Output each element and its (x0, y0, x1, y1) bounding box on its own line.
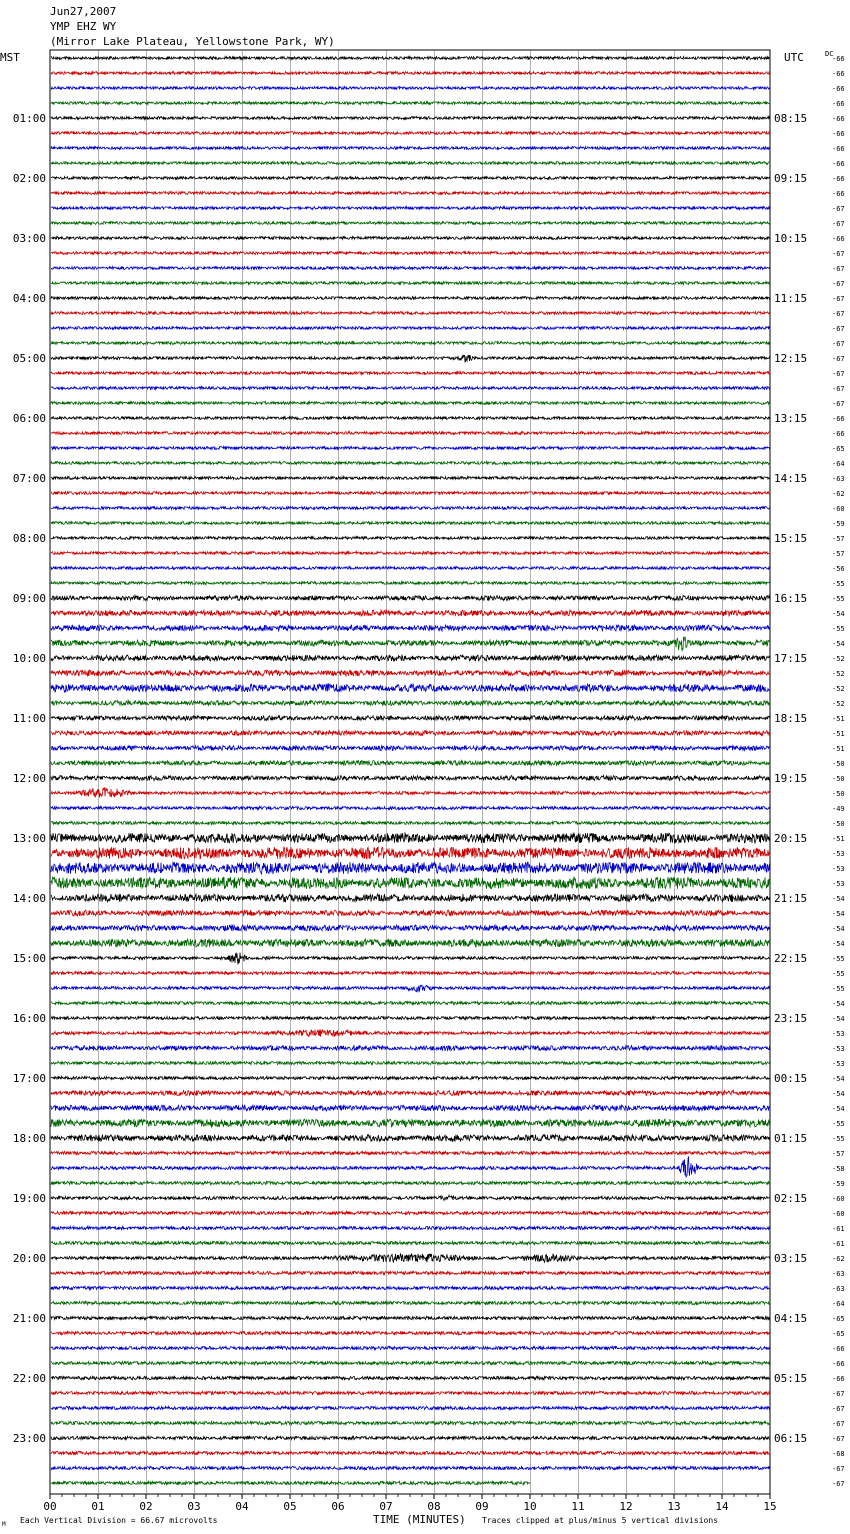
dc-offset-label: -67 (832, 250, 845, 258)
dc-offset-label: -66 (832, 100, 845, 108)
dc-offset-label: -67 (832, 1480, 845, 1488)
dc-offset-label: -54 (832, 1090, 845, 1098)
trace-row (51, 1226, 770, 1229)
trace-row (51, 132, 770, 135)
trace-row (51, 252, 770, 255)
trace-row (51, 953, 770, 965)
dc-offset-label: -57 (832, 1150, 845, 1158)
trace-row (51, 1211, 770, 1214)
trace-row (51, 1421, 770, 1424)
dc-offset-label: -59 (832, 520, 845, 528)
mst-hour-labels (13, 112, 46, 1445)
dc-offset-label: -53 (832, 880, 845, 888)
dc-offset-label: -54 (832, 640, 845, 648)
trace-group (51, 57, 770, 1485)
trace-row (51, 177, 770, 180)
dc-offset-label: -67 (832, 400, 845, 408)
dc-offset-label: -63 (832, 475, 845, 483)
dc-offset-label: -67 (832, 310, 845, 318)
dc-offset-label: -66 (832, 1360, 845, 1368)
dc-offset-label: -66 (832, 415, 845, 423)
trace-row (51, 1301, 770, 1304)
dc-offset-label: -67 (832, 295, 845, 303)
trace-row (51, 477, 770, 480)
dc-offset-label: -55 (832, 985, 845, 993)
dc-offset-label: -66 (832, 235, 845, 243)
footer (2, 1513, 718, 1528)
dc-offset-label: -63 (832, 1285, 845, 1293)
dc-offset-label: -51 (832, 730, 845, 738)
dc-offset-label: -66 (832, 130, 845, 138)
trace-row (51, 267, 770, 270)
trace-row (51, 1002, 770, 1005)
trace-row (51, 162, 770, 165)
trace-row (51, 1241, 770, 1244)
dc-offset-label: -55 (832, 625, 845, 633)
mst-hour-label: 10:00 (12, 652, 46, 665)
dc-offset-label: -66 (832, 1375, 845, 1383)
trace-row (51, 761, 770, 766)
trace-row (51, 417, 770, 420)
trace-row (51, 847, 770, 859)
utc-hour-label: 02:15 (774, 1192, 808, 1205)
mst-hour-label: 20:00 (12, 1252, 46, 1265)
x-tick-label: 09 (475, 1500, 489, 1513)
trace-row (51, 582, 770, 585)
dc-offset-labels (832, 55, 845, 1488)
trace-row (51, 192, 770, 195)
mst-hour-label: 01:00 (12, 112, 46, 125)
trace-row (51, 894, 770, 902)
trace-row (51, 1346, 770, 1349)
trace-row (51, 297, 770, 300)
dc-offset-label: -60 (832, 1210, 845, 1218)
utc-hour-label: 03:15 (774, 1252, 808, 1265)
mst-hour-label: 06:00 (12, 412, 46, 425)
trace-row (51, 492, 770, 495)
dc-offset-label: -54 (832, 1015, 845, 1023)
dc-offset-label: -66 (832, 190, 845, 198)
trace-row (51, 1466, 770, 1469)
x-tick-label: 08 (427, 1500, 441, 1513)
trace-row (51, 746, 770, 751)
mst-hour-label: 02:00 (12, 172, 46, 185)
clip-note: Traces clipped at plus/minus 5 vertical divisions (482, 1516, 719, 1525)
utc-hour-label: 16:15 (774, 592, 808, 605)
utc-hour-label: 10:15 (774, 232, 808, 245)
x-tick-label: 00 (43, 1500, 57, 1513)
station-label: YMP EHZ WY (50, 20, 117, 33)
dc-offset-label: -64 (832, 1300, 845, 1308)
dc-offset-label: -61 (832, 1225, 845, 1233)
dc-offset-label: -66 (832, 175, 845, 183)
x-tick-label: 15 (763, 1500, 777, 1513)
dc-offset-label: -67 (832, 340, 845, 348)
trace-row (51, 355, 770, 362)
dc-offset-label: -67 (832, 1420, 845, 1428)
utc-hour-label: 22:15 (774, 952, 808, 965)
x-tick-label: 06 (331, 1500, 345, 1513)
utc-hour-label: 12:15 (774, 352, 808, 365)
dc-offset-label: -67 (832, 1390, 845, 1398)
trace-row (51, 1253, 770, 1262)
mst-hour-label: 04:00 (12, 292, 46, 305)
date-label: Jun27,2007 (50, 5, 117, 18)
dc-offset-label: -67 (832, 265, 845, 273)
trace-row (51, 402, 770, 405)
x-tick-label: 12 (619, 1500, 633, 1513)
trace-row (51, 1091, 770, 1096)
trace-row (51, 1105, 770, 1111)
utc-hour-label: 21:15 (774, 892, 808, 905)
trace-row (51, 701, 770, 706)
trace-row (51, 637, 770, 651)
trace-row (51, 1181, 770, 1184)
trace-row (51, 1151, 770, 1154)
dc-offset-label: -51 (832, 715, 845, 723)
trace-row (51, 716, 770, 721)
utc-hour-label: 20:15 (774, 832, 808, 845)
dc-offset-label: -54 (832, 1000, 845, 1008)
trace-row (51, 1436, 770, 1439)
dc-offset-label: -60 (832, 505, 845, 513)
utc-hour-label: 19:15 (774, 772, 808, 785)
trace-row (51, 655, 770, 661)
utc-hour-label: 05:15 (774, 1372, 808, 1385)
trace-row (51, 1017, 770, 1020)
trace-row (51, 939, 770, 947)
dc-offset-label: -55 (832, 1135, 845, 1143)
dc-offset-label: -67 (832, 280, 845, 288)
dc-offset-label: -66 (832, 1345, 845, 1353)
utc-hour-label: 00:15 (774, 1072, 808, 1085)
dc-offset-label: -55 (832, 595, 845, 603)
header (0, 5, 833, 64)
trace-row (51, 1271, 770, 1274)
dc-offset-label: -50 (832, 775, 845, 783)
dc-offset-label: -66 (832, 55, 845, 63)
dc-offset-label: -65 (832, 1330, 845, 1338)
dc-offset-label: -67 (832, 1435, 845, 1443)
dc-offset-label: -66 (832, 160, 845, 168)
utc-hour-label: 01:15 (774, 1132, 808, 1145)
dc-offset-label: -67 (832, 1465, 845, 1473)
utc-hour-label: 08:15 (774, 112, 808, 125)
mst-hour-label: 12:00 (12, 772, 46, 785)
dc-offset-label: -62 (832, 1255, 845, 1263)
trace-row (51, 1156, 770, 1177)
dc-offset-label: -60 (832, 1195, 845, 1203)
dc-offset-label: -67 (832, 1405, 845, 1413)
x-tick-label: 14 (715, 1500, 729, 1513)
dc-offset-label: -66 (832, 145, 845, 153)
trace-row (51, 327, 770, 330)
mst-hour-label: 18:00 (12, 1132, 46, 1145)
location-label: (Mirror Lake Plateau, Yellowstone Park, WY) (50, 35, 335, 48)
trace-row (51, 312, 770, 315)
trace-row (51, 776, 770, 781)
trace-row (51, 1391, 770, 1394)
dc-offset-label: -67 (832, 220, 845, 228)
trace-row (51, 57, 770, 60)
trace-row (51, 207, 770, 210)
division-note: Each Vertical Division = 66.67 microvolts (20, 1516, 218, 1525)
trace-row (51, 447, 770, 450)
utc-hour-label: 13:15 (774, 412, 808, 425)
trace-row (51, 432, 770, 435)
corner-mark: Μ (2, 1521, 6, 1528)
trace-row (51, 1135, 770, 1142)
utc-hour-labels (774, 112, 807, 1445)
mst-hour-label: 07:00 (12, 472, 46, 485)
x-tick-label: 07 (379, 1500, 393, 1513)
dc-offset-label: -55 (832, 970, 845, 978)
trace-row (51, 87, 770, 90)
trace-row (51, 1376, 770, 1379)
dc-offset-label: -54 (832, 940, 845, 948)
trace-row (51, 1361, 770, 1364)
dc-offset-label: -56 (832, 565, 845, 573)
mst-hour-label: 14:00 (12, 892, 46, 905)
dc-offset-label: -50 (832, 760, 845, 768)
dc-offset-label: -52 (832, 685, 845, 693)
trace-row (51, 596, 770, 601)
dc-offset-label: -54 (832, 1075, 845, 1083)
mst-hour-label: 23:00 (12, 1432, 46, 1445)
trace-row (51, 985, 770, 992)
mst-axis-label: MST (0, 51, 20, 64)
mst-hour-label: 16:00 (12, 1012, 46, 1025)
trace-row (51, 807, 770, 810)
dc-offset-label: -67 (832, 385, 845, 393)
mst-hour-label: 03:00 (12, 232, 46, 245)
trace-row (51, 625, 770, 631)
dc-offset-label: -54 (832, 1105, 845, 1113)
mst-hour-label: 05:00 (12, 352, 46, 365)
trace-row (51, 102, 770, 105)
dc-offset-label: -52 (832, 670, 845, 678)
dc-offset-label: -66 (832, 115, 845, 123)
utc-hour-label: 04:15 (774, 1312, 808, 1325)
dc-offset-label: -49 (832, 805, 845, 813)
trace-row (51, 1062, 770, 1065)
trace-row (51, 1451, 770, 1454)
trace-row (51, 684, 770, 692)
utc-hour-label: 23:15 (774, 1012, 808, 1025)
trace-row (51, 787, 770, 797)
trace-row (51, 552, 770, 555)
trace-row (51, 507, 770, 510)
trace-row (51, 670, 770, 676)
trace-row (51, 822, 770, 825)
dc-offset-label: -52 (832, 655, 845, 663)
utc-hour-label: 18:15 (774, 712, 808, 725)
dc-offset-label: -58 (832, 1165, 845, 1173)
x-tick-label: 04 (235, 1500, 249, 1513)
trace-row (51, 222, 770, 225)
trace-row (51, 1286, 770, 1289)
trace-row (51, 522, 770, 525)
trace-row (51, 147, 770, 150)
trace-row (51, 862, 770, 874)
trace-row (51, 877, 770, 889)
dc-offset-label: -54 (832, 910, 845, 918)
x-axis (43, 1494, 776, 1513)
x-tick-label: 03 (187, 1500, 201, 1513)
trace-row (51, 342, 770, 345)
dc-offset-label: -53 (832, 1060, 845, 1068)
utc-hour-label: 06:15 (774, 1432, 808, 1445)
trace-row (51, 1029, 770, 1036)
utc-hour-label: 11:15 (774, 292, 808, 305)
utc-hour-label: 17:15 (774, 652, 808, 665)
trace-row (51, 72, 770, 75)
dc-offset-label: -67 (832, 325, 845, 333)
trace-row (51, 117, 770, 120)
trace-row (51, 1046, 770, 1051)
x-axis-title: TIME (MINUTES) (373, 1513, 466, 1526)
dc-offset-label: -61 (832, 1240, 845, 1248)
dc-offset-label: -52 (832, 700, 845, 708)
dc-offset-label: -51 (832, 745, 845, 753)
dc-offset-label: -63 (832, 1270, 845, 1278)
dc-offset-label: -66 (832, 70, 845, 78)
x-tick-label: 13 (667, 1500, 681, 1513)
dc-offset-label: -67 (832, 370, 845, 378)
dc-offset-label: -66 (832, 430, 845, 438)
dc-offset-label: -54 (832, 925, 845, 933)
dc-offset-label: -55 (832, 955, 845, 963)
trace-row (51, 925, 770, 931)
dc-offset-label: -55 (832, 1120, 845, 1128)
utc-hour-label: 09:15 (774, 172, 808, 185)
trace-row (51, 910, 770, 916)
mst-hour-label: 15:00 (12, 952, 46, 965)
dc-label: DC (825, 50, 834, 58)
x-tick-label: 01 (91, 1500, 105, 1513)
dc-offset-label: -57 (832, 550, 845, 558)
dc-offset-label: -53 (832, 865, 845, 873)
utc-hour-label: 14:15 (774, 472, 808, 485)
trace-row (51, 567, 770, 570)
trace-row (51, 462, 770, 465)
dc-offset-label: -65 (832, 445, 845, 453)
dc-offset-label: -53 (832, 850, 845, 858)
trace-row (51, 537, 770, 540)
utc-axis-label: UTC (784, 51, 804, 64)
trace-row (51, 387, 770, 390)
trace-row (51, 1077, 770, 1080)
mst-hour-label: 11:00 (12, 712, 46, 725)
dc-offset-label: -68 (832, 1450, 845, 1458)
dc-offset-label: -59 (832, 1180, 845, 1188)
dc-offset-label: -50 (832, 820, 845, 828)
x-tick-label: 11 (571, 1500, 585, 1513)
dc-offset-label: -51 (832, 835, 845, 843)
trace-row (51, 372, 770, 375)
trace-row (51, 1119, 770, 1127)
trace-row (51, 731, 770, 736)
trace-row (51, 972, 770, 975)
dc-offset-label: -67 (832, 355, 845, 363)
trace-row (51, 237, 770, 240)
mst-hour-label: 19:00 (12, 1192, 46, 1205)
dc-offset-label: -53 (832, 1045, 845, 1053)
dc-offset-label: -64 (832, 460, 845, 468)
mst-hour-label: 22:00 (12, 1372, 46, 1385)
dc-offset-label: -50 (832, 790, 845, 798)
dc-offset-label: -54 (832, 895, 845, 903)
dc-offset-label: -67 (832, 205, 845, 213)
mst-hour-label: 08:00 (12, 532, 46, 545)
trace-row (51, 1331, 770, 1334)
dc-offset-label: -55 (832, 580, 845, 588)
dc-offset-label: -57 (832, 535, 845, 543)
trace-row (51, 1406, 770, 1409)
x-tick-label: 05 (283, 1500, 297, 1513)
mst-hour-label: 13:00 (12, 832, 46, 845)
dc-offset-label: -62 (832, 490, 845, 498)
dc-offset-label: -53 (832, 1030, 845, 1038)
mst-hour-label: 17:00 (12, 1072, 46, 1085)
mst-hour-label: 09:00 (12, 592, 46, 605)
dc-offset-label: -66 (832, 85, 845, 93)
x-tick-label: 10 (523, 1500, 537, 1513)
mst-hour-label: 21:00 (12, 1312, 46, 1325)
trace-row (51, 282, 770, 285)
dc-offset-label: -65 (832, 1315, 845, 1323)
trace-row (51, 610, 770, 616)
utc-hour-label: 15:15 (774, 532, 808, 545)
trace-row (51, 1195, 770, 1200)
x-tick-label: 02 (139, 1500, 153, 1513)
trace-row (51, 833, 770, 843)
dc-offset-label: -54 (832, 610, 845, 618)
trace-row (51, 1316, 770, 1319)
